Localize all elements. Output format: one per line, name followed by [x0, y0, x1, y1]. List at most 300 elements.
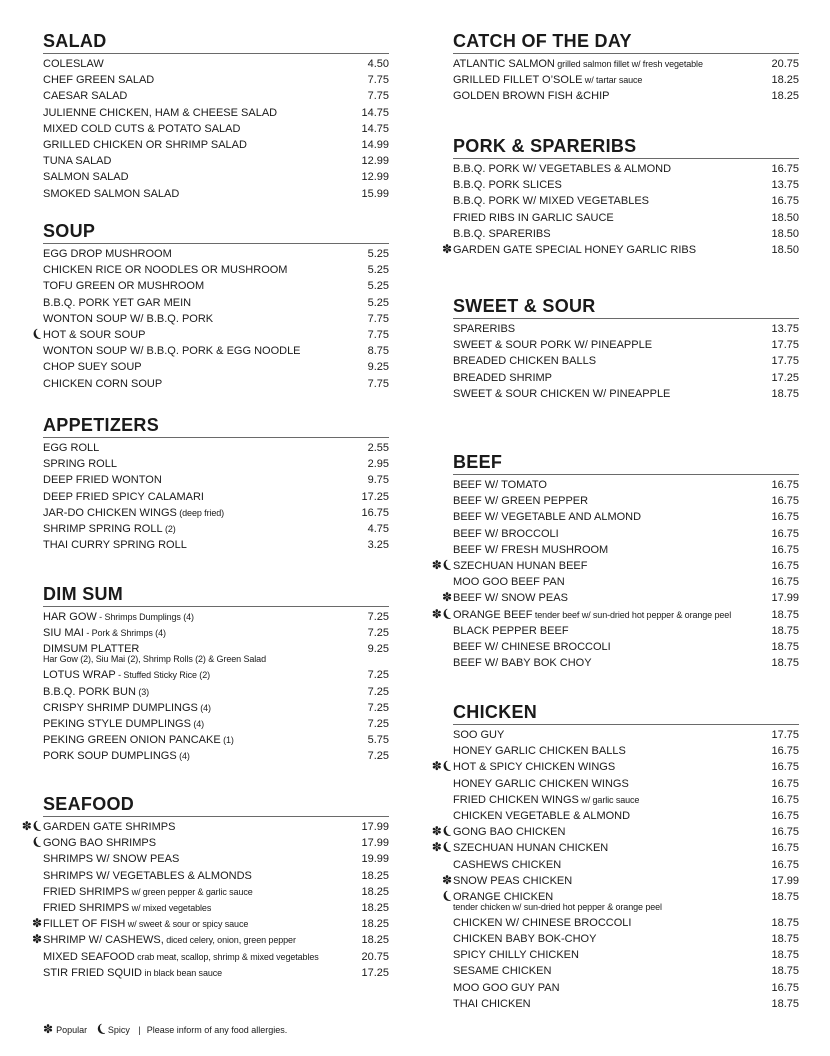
menu-section [43, 583, 389, 765]
legend-popular-label: Popular [56, 1025, 88, 1035]
item-marks [432, 824, 453, 840]
section-title: SWEET & SOUR [453, 295, 799, 319]
item-description: w/ garlic sauce [578, 794, 640, 805]
item-price: 18.25 [771, 74, 799, 87]
item-description: - Shrimps Dumplings (4) [96, 612, 194, 622]
menu-item [43, 900, 389, 916]
menu-item [453, 776, 799, 792]
menu-item [43, 121, 389, 137]
item-name: DEEP FRIED SPICY CALAMARI [43, 490, 204, 503]
item-name: GRILLED FILLET O’SOLE [453, 74, 583, 87]
menu-item [441, 872, 799, 889]
section-title: PORK & SPARERIBS [453, 135, 799, 159]
item-name: BEEF W/ SNOW PEAS [453, 592, 568, 605]
menu-item [453, 509, 799, 525]
menu-item [453, 88, 799, 104]
item-marks [32, 932, 43, 948]
item-description: crab meat, scallop, shrimp & mixed vegetables [134, 951, 319, 962]
item-price: 18.75 [771, 916, 799, 929]
item-description: - Stuffed Sticky Rice (2) [115, 670, 210, 681]
menu-item [43, 343, 389, 359]
menu-section [43, 414, 389, 553]
menu-item [453, 808, 799, 824]
item-description: (deep fried) [176, 507, 225, 518]
menu-section [431, 701, 799, 1012]
item-price: 18.50 [771, 243, 799, 256]
menu-item [43, 88, 389, 104]
item-price: 7.25 [367, 669, 389, 682]
item-name: PEKING STYLE DUMPLINGS [43, 717, 191, 730]
item-price: 5.25 [367, 248, 389, 260]
item-name: FILLET OF FISH [43, 918, 126, 931]
item-name: CAESAR SALAD [43, 90, 128, 103]
item-name: GOLDEN BROWN FISH &CHIP [453, 90, 610, 103]
item-name: FRIED CHICKEN WINGS [453, 793, 579, 806]
item-name: GARDEN GATE SPECIAL HONEY GARLIC RIBS [453, 243, 697, 256]
item-description: (4) [176, 751, 190, 762]
menu-section [453, 295, 799, 402]
item-price: 7.25 [367, 717, 389, 730]
menu-item [43, 949, 389, 965]
item-price: 16.75 [771, 163, 799, 175]
item-price: 8.75 [367, 345, 389, 358]
item-price: 5.25 [367, 296, 389, 309]
menu-item [43, 72, 389, 88]
section-title: CATCH OF THE DAY [453, 30, 799, 54]
legend-separator: | [138, 1025, 141, 1035]
item-price: 17.99 [771, 874, 799, 887]
menu-item [43, 851, 389, 867]
item-price: 20.75 [361, 950, 389, 963]
item-name: TOFU GREEN OR MUSHROOM [43, 280, 205, 293]
spicy-icon: ❨ [440, 558, 453, 574]
item-name: BEEF W/ GREEN PEPPER [453, 495, 589, 508]
allergy-note: Please inform of any food allergies. [146, 1025, 288, 1035]
item-name: BEEF W/ CHINESE BROCCOLI [453, 640, 611, 653]
item-name: MOO GOO GUY PAN [453, 981, 560, 994]
item-description: diced celery, onion, green pepper [163, 935, 296, 946]
item-name: PORK SOUP DUMPLINGS [43, 750, 177, 763]
item-description: grilled salmon fillet w/ fresh vegetable [554, 59, 703, 69]
item-name: PEKING GREEN ONION PANCAKE [43, 734, 221, 747]
popular-icon: ✽ [431, 557, 442, 572]
item-name: BEEF W/ VEGETABLE AND ALMOND [453, 511, 642, 524]
menu-item [43, 667, 389, 683]
item-description: (4) [190, 718, 205, 729]
menu-item [43, 700, 389, 716]
menu-item [453, 72, 799, 88]
popular-icon: ✽ [431, 824, 442, 839]
item-price: 7.75 [367, 90, 389, 103]
item-name: LOTUS WRAP [43, 669, 116, 682]
item-name: CHICKEN RICE OR NOODLES OR MUSHROOM [43, 264, 288, 277]
menu-item [453, 542, 799, 558]
item-price: 16.75 [771, 495, 799, 508]
spicy-icon: ❨ [30, 835, 43, 851]
section-title: SEAFOOD [43, 793, 389, 817]
item-name: BEEF W/ BROCCOLI [453, 527, 559, 540]
menu-item [453, 226, 799, 242]
item-marks [442, 873, 453, 889]
item-description: w/ tartar sauce [582, 75, 643, 86]
item-price: 16.75 [771, 576, 799, 589]
menu-item [31, 916, 389, 932]
item-marks [442, 590, 453, 606]
section-title: BEEF [453, 451, 799, 475]
item-marks [32, 916, 43, 932]
item-name: FRIED SHRIMPS [43, 885, 130, 898]
item-marks [442, 242, 453, 258]
menu-item [431, 557, 799, 574]
item-name: CASHEWS CHICKEN [453, 858, 562, 871]
menu-item [43, 868, 389, 884]
item-price: 9.25 [367, 643, 389, 656]
menu-item [441, 590, 799, 606]
menu-item [21, 819, 389, 835]
menu-section [453, 30, 799, 105]
item-name: CHOP SUEY SOUP [43, 361, 142, 374]
item-name: FRIED RIBS IN GARLIC SAUCE [453, 211, 614, 224]
item-price: 7.25 [367, 701, 389, 714]
item-price: 18.75 [771, 640, 799, 653]
popular-icon: ✽ [431, 606, 442, 621]
menu-item [453, 161, 799, 177]
item-marks [432, 840, 453, 856]
menu-item [43, 732, 389, 748]
item-price: 16.75 [771, 195, 799, 208]
menu-item [31, 932, 389, 948]
item-name: ORANGE BEEF [453, 608, 533, 621]
item-price: 18.75 [771, 890, 799, 903]
item-name: FRIED SHRIMPS [43, 901, 130, 914]
item-name: B.B.Q. PORK BUN [43, 685, 136, 698]
item-price: 14.99 [361, 138, 389, 151]
menu-item [453, 639, 799, 655]
item-price: 16.75 [771, 761, 799, 774]
spicy-icon: ❨ [440, 889, 453, 905]
menu-item [43, 56, 389, 72]
menu-item [453, 56, 799, 72]
item-name: DEEP FRIED WONTON [43, 474, 162, 487]
item-name: THAI CHICKEN [453, 997, 531, 1010]
item-name: SHRIMPS W/ SNOW PEAS [43, 853, 180, 866]
item-price: 12.99 [361, 171, 389, 184]
item-name: HAR GOW [43, 611, 97, 623]
menu-item [453, 210, 799, 226]
item-marks [442, 889, 453, 905]
item-name: SALMON SALAD [43, 171, 129, 184]
item-price: 18.25 [361, 869, 389, 882]
item-name: BREADED CHICKEN BALLS [453, 355, 597, 368]
item-price: 13.75 [771, 323, 799, 335]
menu-item [43, 186, 389, 202]
section-title: SALAD [43, 30, 389, 54]
menu-item [453, 493, 799, 509]
menu-item [453, 193, 799, 209]
item-name: SPRING ROLL [43, 458, 117, 471]
spicy-icon: ❨ [440, 607, 453, 622]
item-price: 18.25 [361, 918, 389, 931]
item-marks [432, 558, 453, 574]
item-price: 19.99 [361, 853, 389, 866]
item-price: 18.75 [771, 933, 799, 946]
popular-icon: ✽ [431, 759, 442, 774]
item-price: 7.75 [367, 377, 389, 390]
menu-section [21, 793, 389, 981]
popular-icon: ✽ [31, 916, 42, 931]
menu-item [43, 965, 389, 981]
item-name: DIMSUM PLATTER [43, 643, 140, 656]
item-price: 2.55 [367, 442, 389, 454]
menu-item [43, 537, 389, 553]
menu-item [43, 716, 389, 732]
item-name: BREADED SHRIMP [453, 371, 553, 384]
menu-item [43, 105, 389, 121]
item-price: 20.75 [771, 58, 799, 70]
item-price: 5.25 [367, 280, 389, 293]
menu-item [453, 623, 799, 639]
menu-item [453, 792, 799, 808]
spicy-icon: ❨ [440, 760, 453, 775]
item-name: SHRIMP SPRING ROLL [43, 522, 163, 535]
item-name: STIR FRIED SQUID [43, 966, 143, 979]
item-name: MIXED COLD CUTS & POTATO SALAD [43, 122, 241, 135]
menu-item [43, 359, 389, 375]
popular-icon: ✽ [441, 590, 452, 605]
menu-item [431, 840, 799, 856]
item-name: ORANGE CHICKEN [453, 890, 554, 903]
menu-section [43, 30, 389, 202]
popular-icon: ✽ [21, 819, 32, 833]
item-price: 16.75 [771, 511, 799, 524]
menu-item [43, 748, 389, 764]
item-price: 14.75 [361, 106, 389, 119]
menu-item [453, 915, 799, 931]
menu-item [43, 137, 389, 153]
popular-icon: ✽ [441, 241, 452, 256]
item-name: GRILLED CHICKEN OR SHRIMP SALAD [43, 138, 247, 151]
item-price: 7.75 [367, 74, 389, 87]
item-name: SZECHUAN HUNAN CHICKEN [453, 842, 609, 855]
popular-icon: ✽ [441, 872, 452, 887]
menu-item [43, 521, 389, 537]
item-price: 14.75 [361, 122, 389, 135]
item-price: 18.25 [361, 885, 389, 898]
item-description: tender beef w/ sun-dried hot pepper & orange peel [532, 609, 732, 620]
item-name: EGG DROP MUSHROOM [43, 248, 172, 260]
item-price: 18.50 [771, 227, 799, 240]
menu-item [43, 278, 389, 294]
menu-item [30, 835, 389, 851]
item-name: SWEET & SOUR CHICKEN W/ PINEAPPLE [453, 387, 671, 400]
item-description: w/ green pepper & garlic sauce [129, 886, 253, 897]
menu-item [43, 169, 389, 185]
menu-item [453, 177, 799, 193]
item-subtext: tender chicken w/ sun-dried hot pepper & orange peel [453, 901, 662, 912]
item-price: 2.95 [367, 458, 389, 471]
menu-item [453, 743, 799, 759]
item-price: 17.75 [771, 355, 799, 368]
item-name: ATLANTIC SALMON [453, 58, 555, 70]
item-price: 17.25 [361, 966, 389, 979]
item-marks [32, 327, 43, 343]
item-price: 17.99 [361, 821, 389, 833]
menu-item [453, 963, 799, 979]
menu-item [43, 489, 389, 505]
item-marks [22, 819, 43, 835]
menu-item [43, 472, 389, 488]
item-price: 16.75 [771, 745, 799, 758]
item-price: 7.75 [367, 328, 389, 341]
item-name: SHRIMP W/ CASHEWS, [43, 934, 164, 947]
menu-item [431, 759, 799, 775]
item-price: 16.75 [771, 826, 799, 839]
item-name: GONG BAO SHRIMPS [43, 837, 157, 850]
item-price: 17.75 [771, 729, 799, 741]
item-name: BEEF W/ BABY BOK CHOY [453, 657, 592, 670]
menu-item [441, 241, 799, 258]
item-name: CHICKEN W/ CHINESE BROCCOLI [453, 916, 632, 929]
item-price: 17.25 [771, 371, 799, 384]
item-marks [432, 607, 453, 623]
menu-item [43, 376, 389, 392]
item-description: (1) [220, 735, 234, 746]
item-price: 7.25 [367, 611, 389, 623]
item-price: 16.75 [771, 527, 799, 540]
menu-item [453, 947, 799, 963]
spicy-icon: ❨ [94, 1022, 107, 1038]
menu-item [43, 505, 389, 521]
item-price: 16.75 [771, 858, 799, 871]
menu-item [440, 889, 799, 915]
item-name: BEEF W/ TOMATO [453, 479, 547, 491]
menu-item [431, 606, 799, 623]
item-price: 18.25 [771, 90, 799, 103]
menu-item [453, 477, 799, 493]
item-price: 18.75 [771, 949, 799, 962]
legend [43, 1022, 287, 1036]
item-price: 3.25 [367, 539, 389, 552]
menu-item [43, 440, 389, 456]
popular-icon: ✽ [43, 1022, 54, 1036]
item-name: HONEY GARLIC CHICKEN BALLS [453, 745, 626, 758]
item-price: 16.75 [361, 506, 389, 519]
menu-item [453, 655, 799, 671]
item-price: 16.75 [771, 842, 799, 855]
item-description: (3) [135, 686, 150, 697]
menu-item [43, 684, 389, 700]
item-price: 16.75 [771, 559, 799, 572]
popular-icon: ✽ [431, 840, 442, 855]
item-name: SPARERIBS [453, 323, 516, 335]
item-name: B.B.Q. PORK W/ VEGETABLES & ALMOND [453, 163, 672, 175]
popular-icon: ✽ [31, 932, 42, 947]
section-title: APPETIZERS [43, 414, 389, 438]
item-description: (4) [197, 702, 211, 713]
spicy-icon: ❨ [440, 841, 453, 856]
section-title: CHICKEN [453, 701, 799, 725]
item-name: CHEF GREEN SALAD [43, 74, 155, 87]
item-price: 16.75 [771, 793, 799, 806]
item-name: JULIENNE CHICKEN, HAM & CHEESE SALAD [43, 106, 278, 119]
item-marks [32, 835, 43, 851]
item-price: 18.75 [771, 387, 799, 400]
menu-item [453, 353, 799, 369]
item-name: SESAME CHICKEN [453, 965, 552, 978]
item-price: 7.25 [367, 685, 389, 698]
spicy-icon: ❨ [30, 819, 43, 835]
menu-item [43, 295, 389, 311]
item-name: SNOW PEAS CHICKEN [453, 874, 573, 887]
item-name: COLESLAW [43, 58, 104, 70]
menu-item [431, 824, 799, 840]
menu-section [431, 451, 799, 671]
item-description: w/ mixed vegetables [129, 902, 212, 913]
menu-item [453, 727, 799, 743]
item-name: CHICKEN CORN SOUP [43, 377, 163, 390]
menu-item [453, 574, 799, 590]
item-price: 17.99 [361, 837, 389, 850]
item-price: 13.75 [771, 179, 799, 192]
item-price: 18.75 [771, 657, 799, 670]
item-name: HOT & SPICY CHICKEN WINGS [453, 761, 616, 774]
menu-item [453, 526, 799, 542]
menu-item [43, 153, 389, 169]
item-name: SHRIMPS W/ VEGETABLES & ALMONDS [43, 869, 252, 882]
item-price: 18.75 [771, 608, 799, 621]
menu-item [453, 370, 799, 386]
item-name: SZECHUAN HUNAN BEEF [453, 559, 588, 572]
item-price: 17.25 [361, 490, 389, 503]
item-name: SOO GUY [453, 729, 505, 741]
item-name: B.B.Q. SPARERIBS [453, 227, 551, 240]
menu-section [30, 220, 389, 392]
item-description: in black bean sauce [142, 967, 223, 978]
item-price: 4.75 [367, 522, 389, 535]
menu-item [453, 321, 799, 337]
item-name: JAR-DO CHICKEN WINGS [43, 506, 177, 519]
item-name: GONG BAO CHICKEN [453, 826, 566, 839]
item-marks [432, 759, 453, 775]
item-name: SWEET & SOUR PORK W/ PINEAPPLE [453, 339, 653, 352]
menu-item [453, 980, 799, 996]
item-name: MIXED SEAFOOD [43, 950, 135, 963]
item-price: 12.99 [361, 155, 389, 168]
item-price: 16.75 [771, 981, 799, 994]
item-price: 18.50 [771, 211, 799, 224]
menu-item [453, 996, 799, 1012]
spicy-icon: ❨ [30, 327, 43, 343]
item-name: WONTON SOUP W/ B.B.Q. PORK [43, 312, 214, 325]
item-price: 18.75 [771, 624, 799, 637]
item-price: 5.25 [367, 264, 389, 277]
item-price: 5.75 [367, 734, 389, 747]
item-name: HONEY GARLIC CHICKEN WINGS [453, 777, 629, 790]
section-title: DIM SUM [43, 583, 389, 607]
item-price: 7.25 [367, 627, 389, 640]
item-name: MOO GOO BEEF PAN [453, 576, 565, 589]
item-description: w/ sweet & sour or spicy sauce [125, 919, 249, 930]
item-price: 18.25 [361, 901, 389, 914]
item-subtext: Har Gow (2), Siu Mai (2), Shrimp Rolls (2) & Green Salad [43, 654, 266, 665]
item-description: (2) [162, 523, 176, 534]
item-price: 17.99 [771, 592, 799, 605]
spicy-icon: ❨ [440, 824, 453, 840]
item-price: 15.99 [361, 187, 389, 200]
item-name: B.B.Q. PORK SLICES [453, 179, 562, 192]
menu-section [441, 135, 799, 258]
menu-item [43, 641, 389, 667]
